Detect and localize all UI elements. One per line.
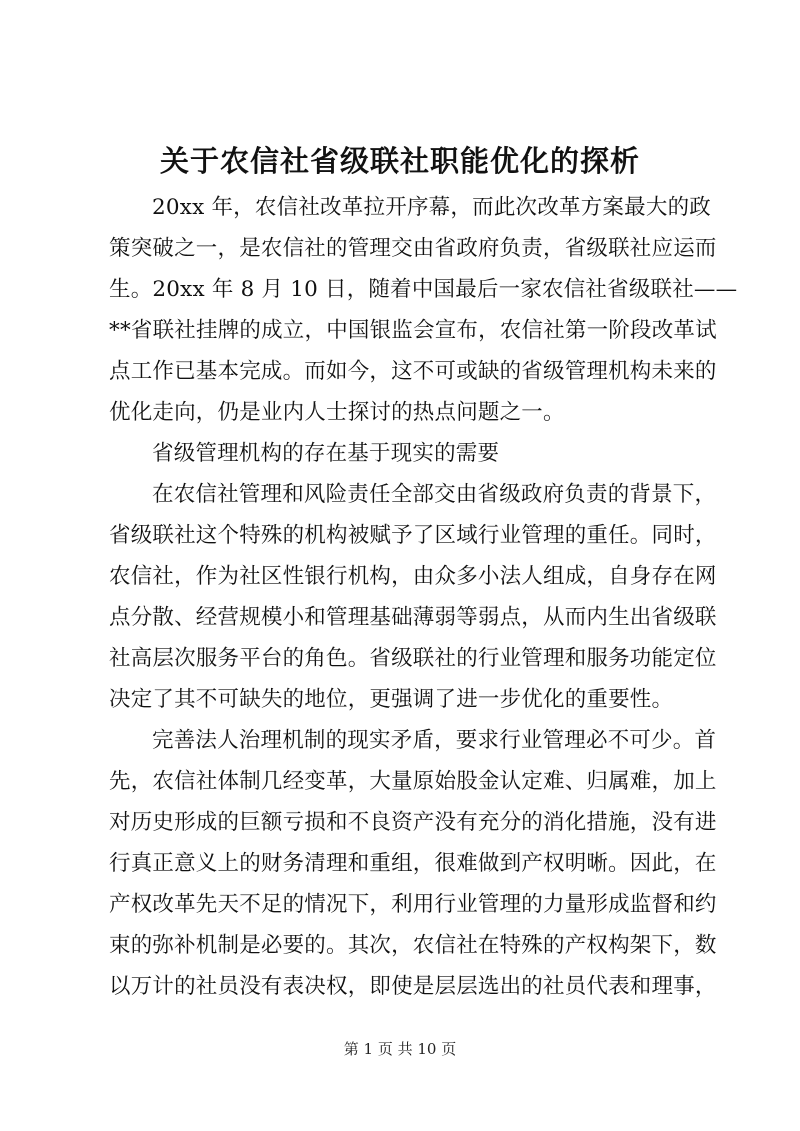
paragraph-line: 省级联社这个特殊的机构被赋予了区域行业管理的重任。同时， — [109, 523, 717, 548]
paragraph-line: 对历史形成的巨额亏损和不良资产没有充分的消化措施，没有进 — [109, 810, 717, 835]
paragraph-line: 束的弥补机制是必要的。其次，农信社在特殊的产权构架下，数 — [109, 933, 717, 958]
paragraph-line: 点工作已基本完成。而如今，这不可或缺的省级管理机构未来的 — [109, 359, 717, 384]
paragraph-line: 完善法人治理机制的现实矛盾，要求行业管理必不可少。首 — [152, 728, 717, 753]
paragraph-line: 先，农信社体制几经变革，大量原始股金认定难、归属难，加上 — [109, 769, 717, 794]
paragraph-line: 策突破之一，是农信社的管理交由省政府负责，省级联社应运而 — [109, 236, 717, 261]
page-indicator: 第 1 页 共 10 页 — [343, 1040, 457, 1058]
paragraph-line: 社高层次服务平台的角色。省级联社的行业管理和服务功能定位 — [109, 646, 717, 671]
paragraph-line: 以万计的社员没有表决权，即使是层层选出的社员代表和理事， — [109, 974, 717, 999]
paragraph-line: 行真正意义上的财务清理和重组，很难做到产权明晰。因此，在 — [109, 851, 717, 876]
paragraph-line: 农信社，作为社区性银行机构，由众多小法人组成，自身存在网 — [109, 564, 717, 589]
document-body — [109, 187, 738, 1007]
paragraph-line: 生。20xx 年 8 月 10 日，随着中国最后一家农信社省级联社—— — [109, 277, 738, 302]
paragraph-line: 在农信社管理和风险责任全部交由省级政府负责的背景下， — [152, 482, 717, 507]
paragraph-line: **省联社挂牌的成立，中国银监会宣布，农信社第一阶段改革试 — [109, 318, 717, 343]
paragraph-line: 20xx 年，农信社改革拉开序幕，而此次改革方案最大的政 — [152, 195, 711, 220]
paragraph-line: 优化走向，仍是业内人士探讨的热点问题之一。 — [109, 400, 565, 425]
paragraph-line: 点分散、经营规模小和管理基础薄弱等弱点，从而内生出省级联 — [109, 605, 717, 630]
paragraph-line: 产权改革先天不足的情况下，利用行业管理的力量形成监督和约 — [109, 892, 717, 917]
section-heading: 省级管理机构的存在基于现实的需要 — [152, 441, 500, 466]
paragraph-line: 决定了其不可缺失的地位，更强调了进一步优化的重要性。 — [109, 687, 674, 712]
document-title: 关于农信社省级联社职能优化的探析 — [159, 144, 640, 178]
